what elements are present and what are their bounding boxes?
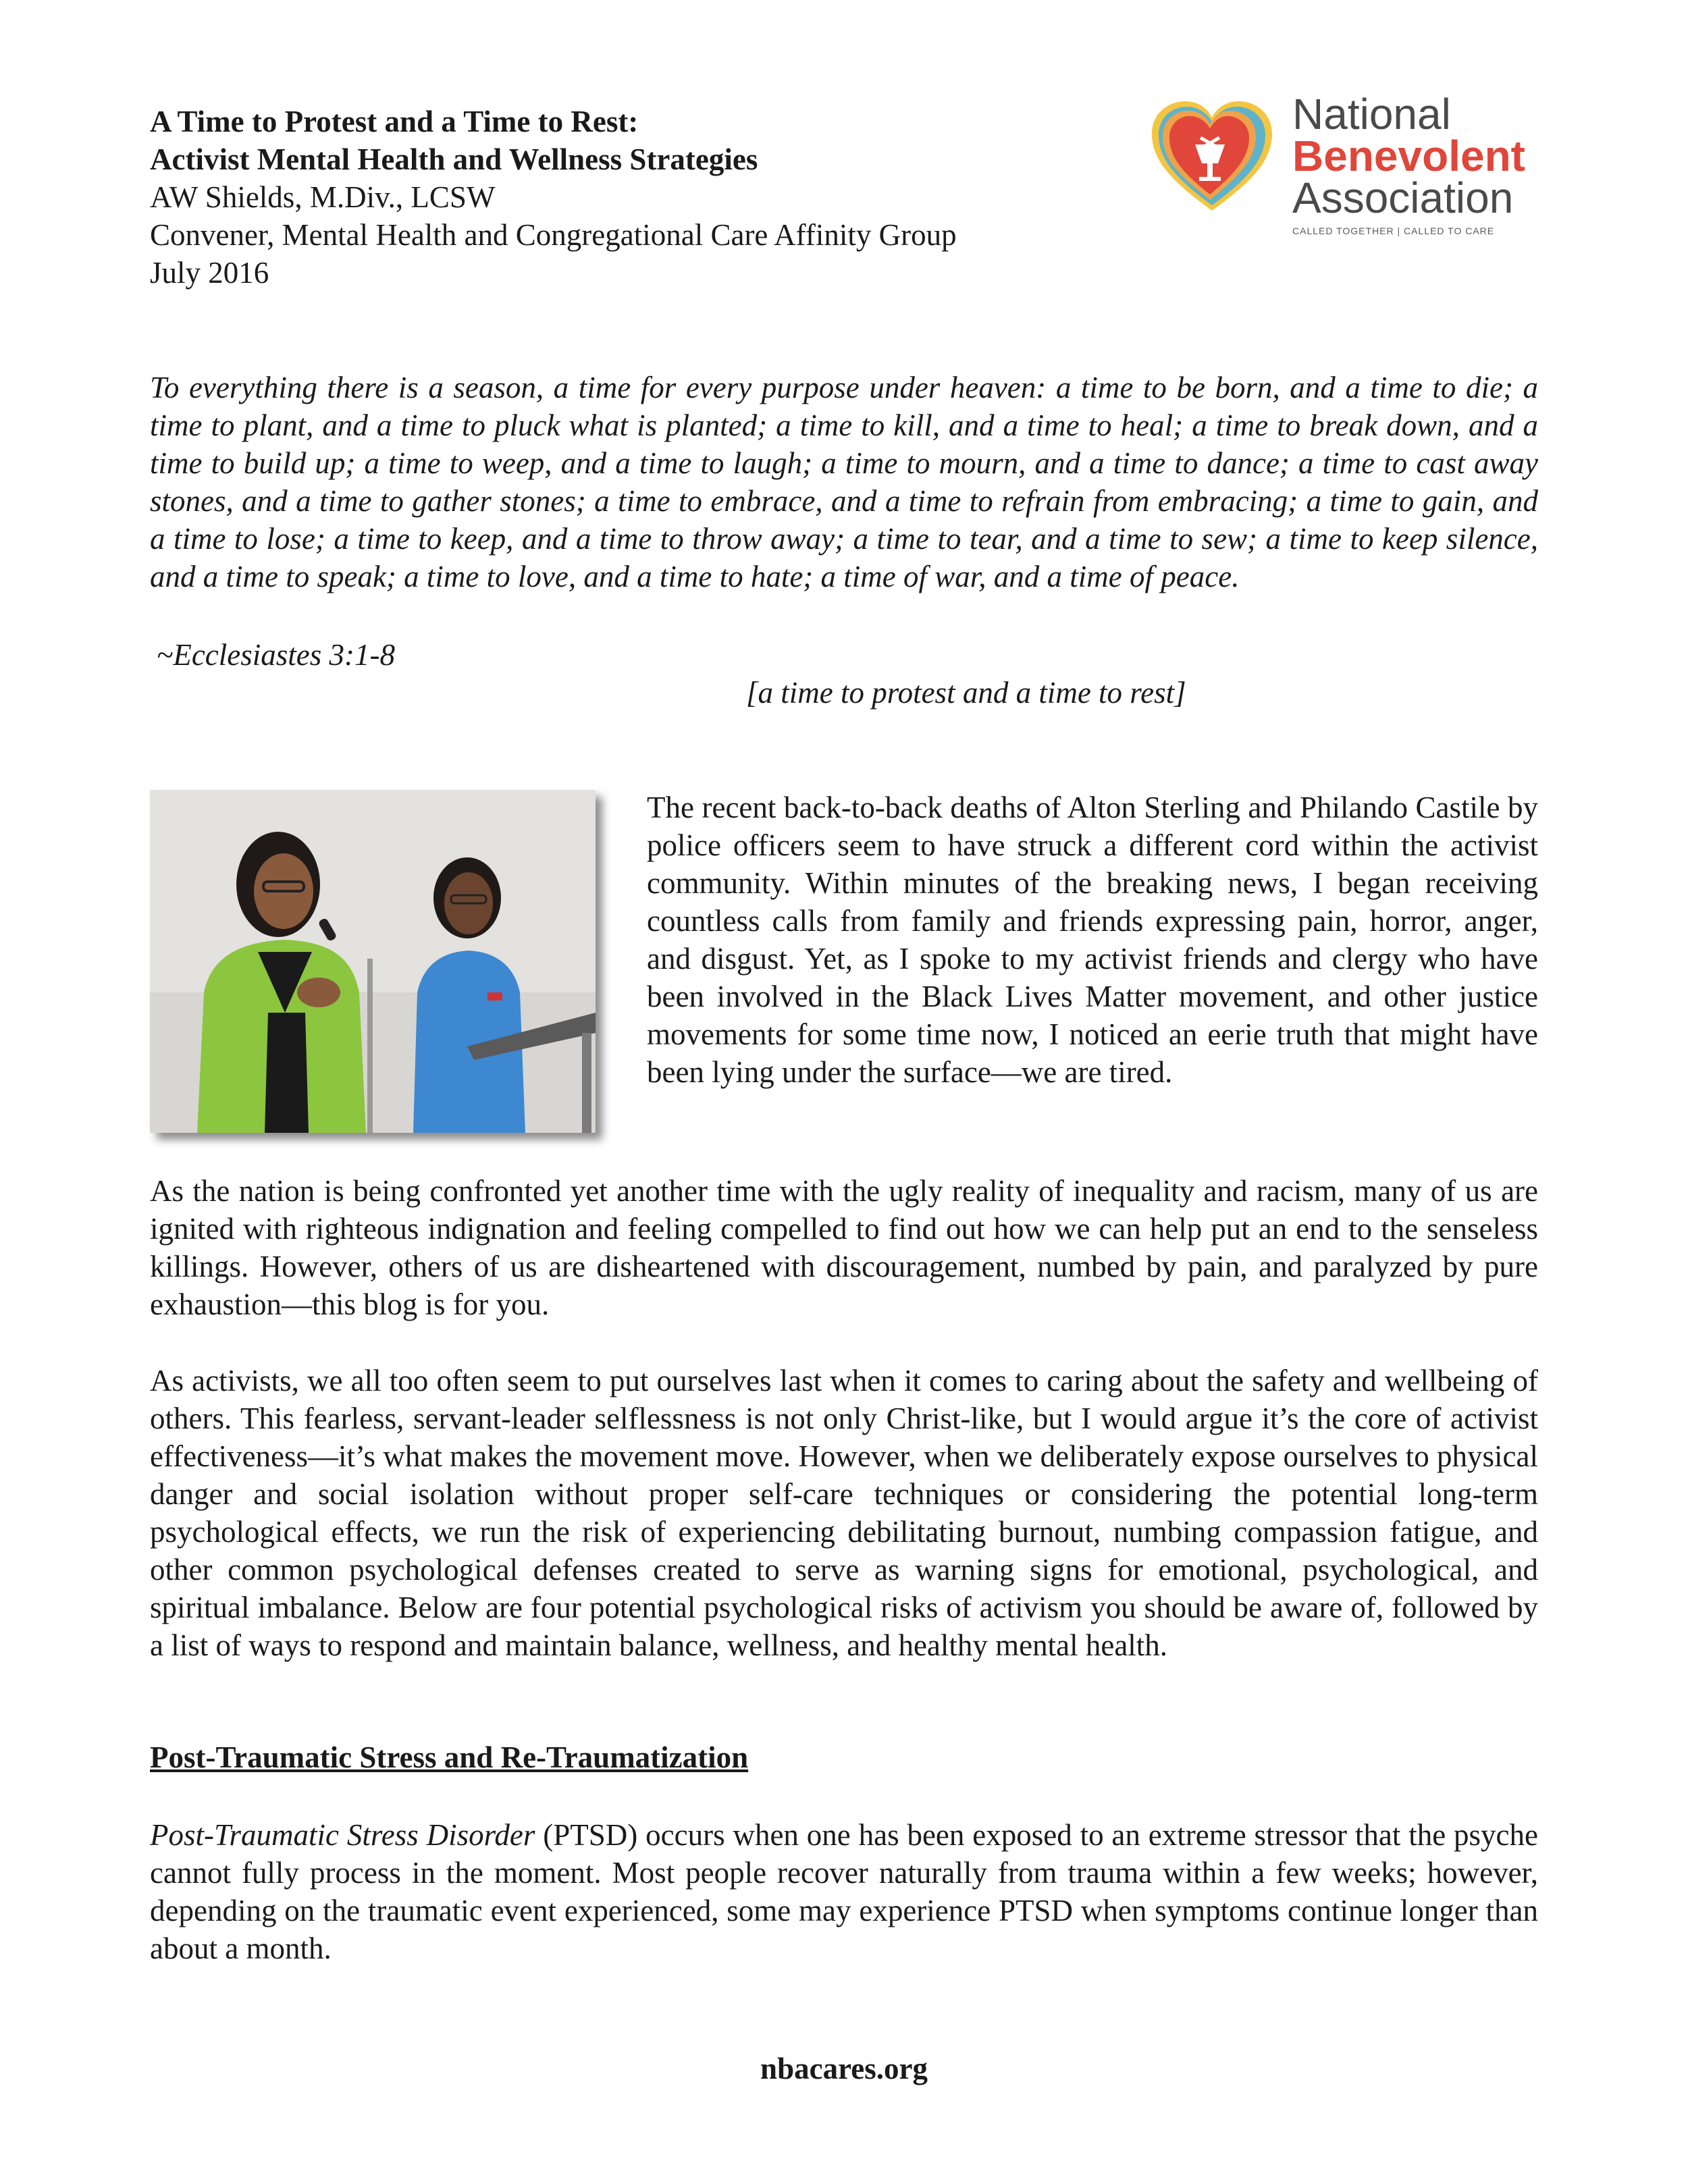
- document-date: July 2016: [150, 256, 269, 290]
- body-paragraph-1: The recent back-to-back deaths of Alton Sterling and Philando Castile by police officers seem to have struck a different cord within the activist community. Within minutes of the breaking news, I began receiving countless calls from family and friends expressing pain, horror, anger, and disgust. Yet, as I spoke to my activist friends and clergy who have been involved in the Black Lives Matter movement, and other justice movements for some time now, I noticed an eerie truth that might have been lying under the surface—we are tired.: [647, 791, 1538, 1089]
- photo-illustration: [150, 790, 596, 1133]
- quote-subline: [a time to protest and a time to rest]: [746, 676, 1186, 710]
- document-title-line-1: A Time to Protest and a Time to Rest:: [150, 105, 639, 138]
- footer-website: nbacares.org: [760, 2052, 928, 2085]
- scripture-quote: To everything there is a season, a time for every purpose under heaven: a time to be born, and a time to die; a time to plant, and a time to pluck what is planted; a time to kill, and a time to heal; a time to break down, and a time to build up; a time to weep, and a time to laugh; a time to mourn, and a time to dance; a time to cast away stones, and a time to gather stones; a time to embrace, and a time to refrain from embracing; a time to gain, and a time to lose; a time to keep, and a time to throw away; a time to tear, and a time to sew; a time to keep silence, and a time to speak; a time to love, and a time to hate; a time of war, and a time of peace.: [150, 371, 1538, 593]
- logo-wordmark: [1292, 90, 1525, 236]
- document-header: [150, 103, 957, 292]
- logo-line-association: Association: [1292, 174, 1514, 222]
- author-name: AW Shields, M.Div., LCSW: [150, 180, 496, 214]
- logo-tagline: CALLED TOGETHER | CALLED TO CARE: [1292, 225, 1495, 236]
- body-paragraph-4: [150, 1816, 1538, 1967]
- heart-chalice-icon: [1148, 97, 1276, 216]
- ptsd-description: (PTSD) occurs when one has been exposed to an extreme stressor that the psyche cannot fully process in the moment. Most people recover naturally from trauma within a few weeks; however, depending on the traumatic event experienced, some may experience PTSD when symptoms continue longer than about a month.: [150, 1818, 1538, 1965]
- ptsd-term: Post-Traumatic Stress Disorder: [150, 1818, 535, 1852]
- speaker-photo: [150, 790, 596, 1133]
- document-title-line-2: Activist Mental Health and Wellness Strategies: [150, 142, 758, 176]
- nba-logo: [1148, 90, 1539, 236]
- author-role: Convener, Mental Health and Congregational Care Affinity Group: [150, 218, 957, 252]
- section-heading: Post-Traumatic Stress and Re-Traumatization: [150, 1740, 749, 1774]
- logo-line-benevolent: Benevolent: [1292, 132, 1525, 180]
- body-paragraph-3: As activists, we all too often seem to put ourselves last when it comes to caring about the safety and wellbeing of others. This fearless, servant-leader selflessness is not only Christ-like, but I would argue it’s the core of activist effectiveness—it’s what makes the movement move. However, when we deliberately expose ourselves to physical danger and social isolation without proper self-care techniques or considering the potential long-term psychological effects, we run the risk of experiencing debilitating burnout, numbing compassion fatigue, and other common psychological defenses created to serve as warning signs for emotional, psychological, and spiritual imbalance. Below are four potential psychological risks of activism you should be aware of, followed by a list of ways to respond and maintain balance, wellness, and healthy mental health.: [150, 1364, 1538, 1662]
- scripture-citation: ~Ecclesiastes 3:1-8: [157, 638, 395, 672]
- body-paragraph-2: As the nation is being confronted yet another time with the ugly reality of inequality and racism, many of us are ignited with righteous indignation and feeling compelled to find out how we can help put an end to the senseless killings. However, others of us are disheartened with discouragement, numbed by pain, and paralyzed by pure exhaustion—this blog is for you.: [150, 1174, 1538, 1321]
- logo-line-national: National: [1292, 90, 1451, 138]
